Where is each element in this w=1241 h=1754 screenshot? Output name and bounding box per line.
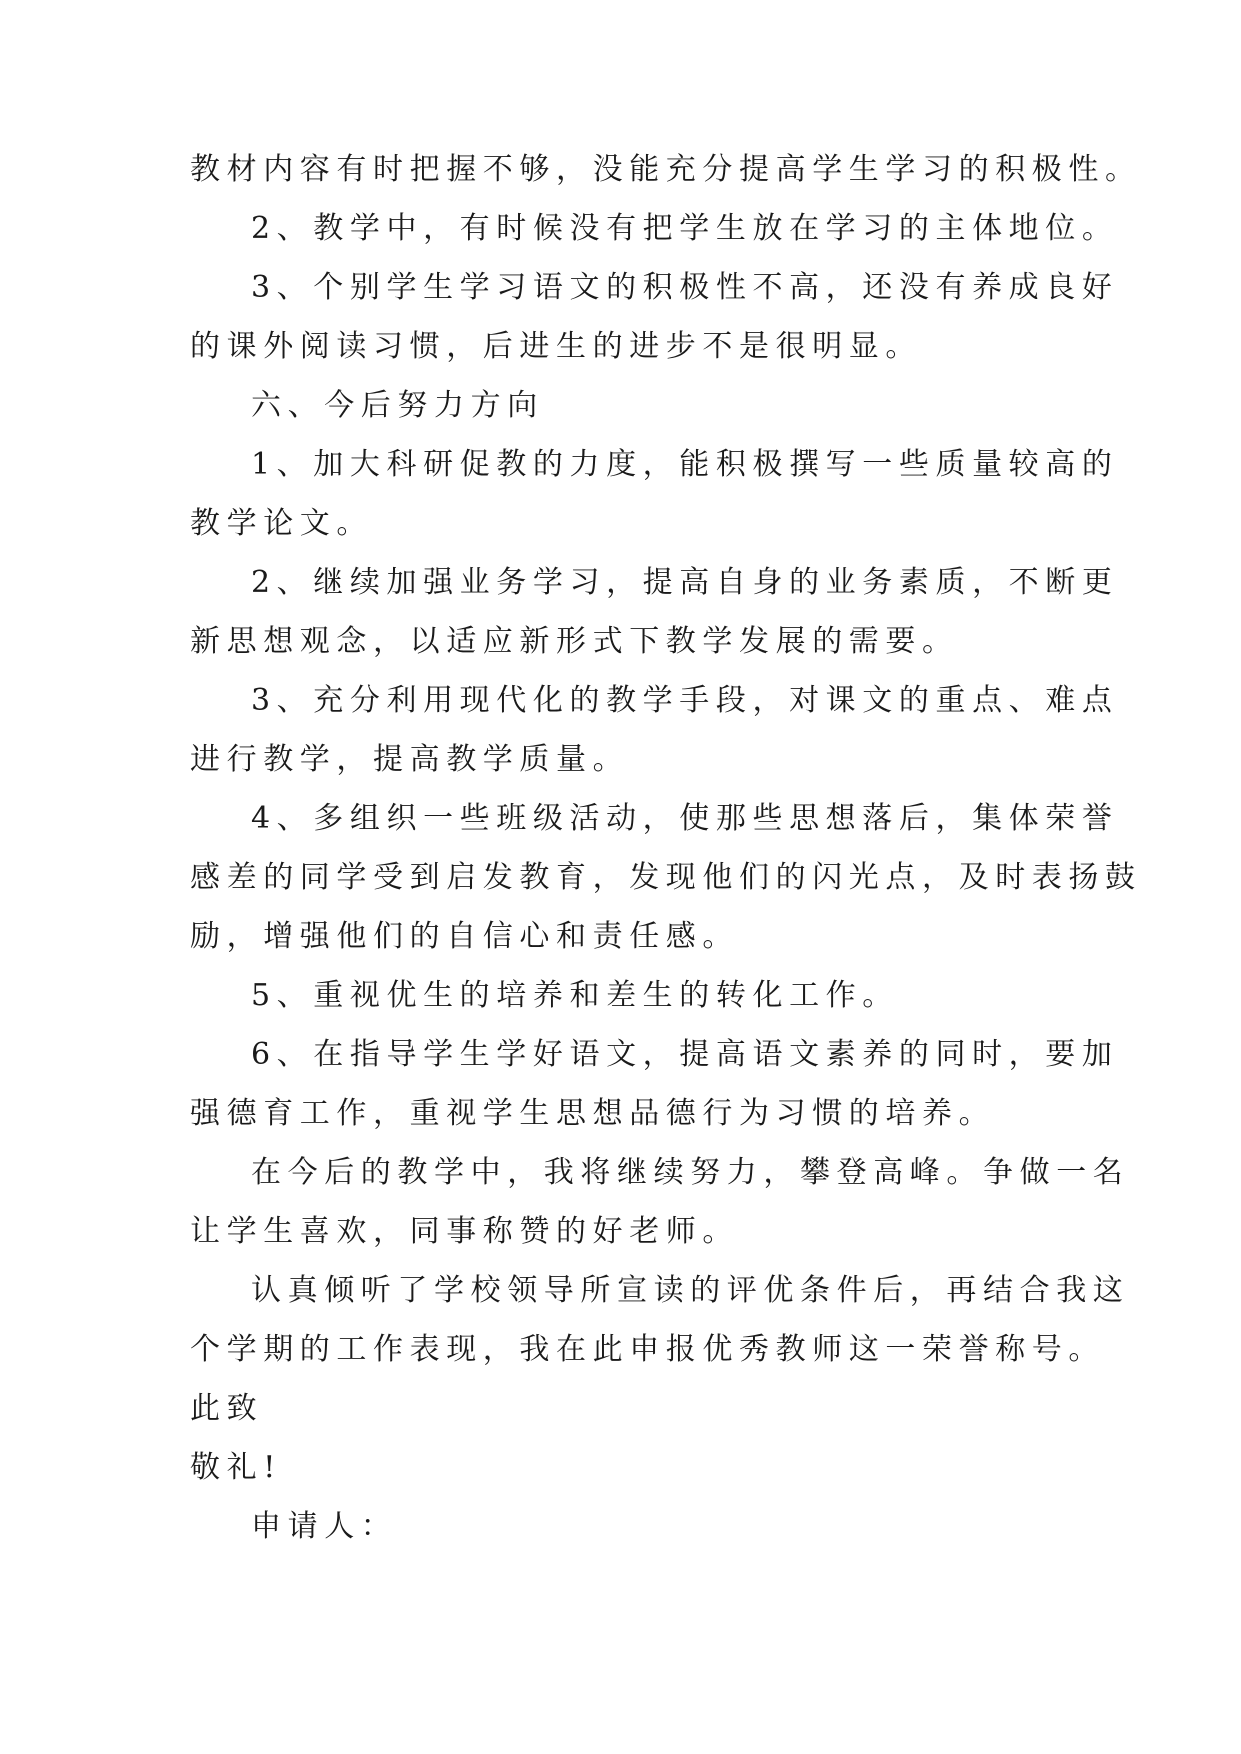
text-line: 教学论文。 (190, 506, 373, 541)
text-line: 3、充分利用现代化的教学手段，对课文的重点、难点 (251, 683, 1119, 718)
text-line: 励，增强他们的自信心和责任感。 (190, 919, 739, 954)
text-line: 在今后的教学中，我将继续努力，攀登高峰。争做一名 (251, 1155, 1130, 1190)
text-line: 感差的同学受到启发教育，发现他们的闪光点，及时表扬鼓 (190, 860, 1142, 895)
signature-label: 申请人： (251, 1509, 398, 1544)
text-line: 个学期的工作表现，我在此申报优秀教师这一荣誉称号。 (190, 1332, 1105, 1367)
closing-salutation: 此致 (190, 1391, 264, 1426)
text-line: 新思想观念，以适应新形式下教学发展的需要。 (190, 624, 959, 659)
text-line: 4、多组织一些班级活动，使那些思想落后，集体荣誉 (251, 801, 1119, 836)
text-line: 的课外阅读习惯，后进生的进步不是很明显。 (190, 329, 922, 364)
text-line: 认真倾听了学校领导所宣读的评优条件后，再结合我这 (251, 1273, 1130, 1308)
text-line: 2、教学中，有时候没有把学生放在学习的主体地位。 (251, 211, 1119, 246)
section-heading: 六、今后努力方向 (251, 388, 544, 423)
text-line: 强德育工作，重视学生思想品德行为习惯的培养。 (190, 1096, 996, 1131)
text-line: 3、个别学生学习语文的积极性不高，还没有养成良好 (251, 270, 1119, 305)
closing-regards: 敬礼! (190, 1450, 282, 1485)
text-line: 进行教学，提高教学质量。 (190, 742, 630, 777)
text-line: 6、在指导学生学好语文，提高语文素养的同时，要加 (251, 1037, 1119, 1072)
text-line: 5、重视优生的培养和差生的转化工作。 (251, 978, 899, 1013)
text-line: 教材内容有时把握不够，没能充分提高学生学习的积极性。 (190, 152, 1142, 187)
text-line: 1、加大科研促教的力度，能积极撰写一些质量较高的 (251, 447, 1119, 482)
text-line: 2、继续加强业务学习，提高自身的业务素质，不断更 (251, 565, 1119, 600)
text-line: 让学生喜欢，同事称赞的好老师。 (190, 1214, 739, 1249)
